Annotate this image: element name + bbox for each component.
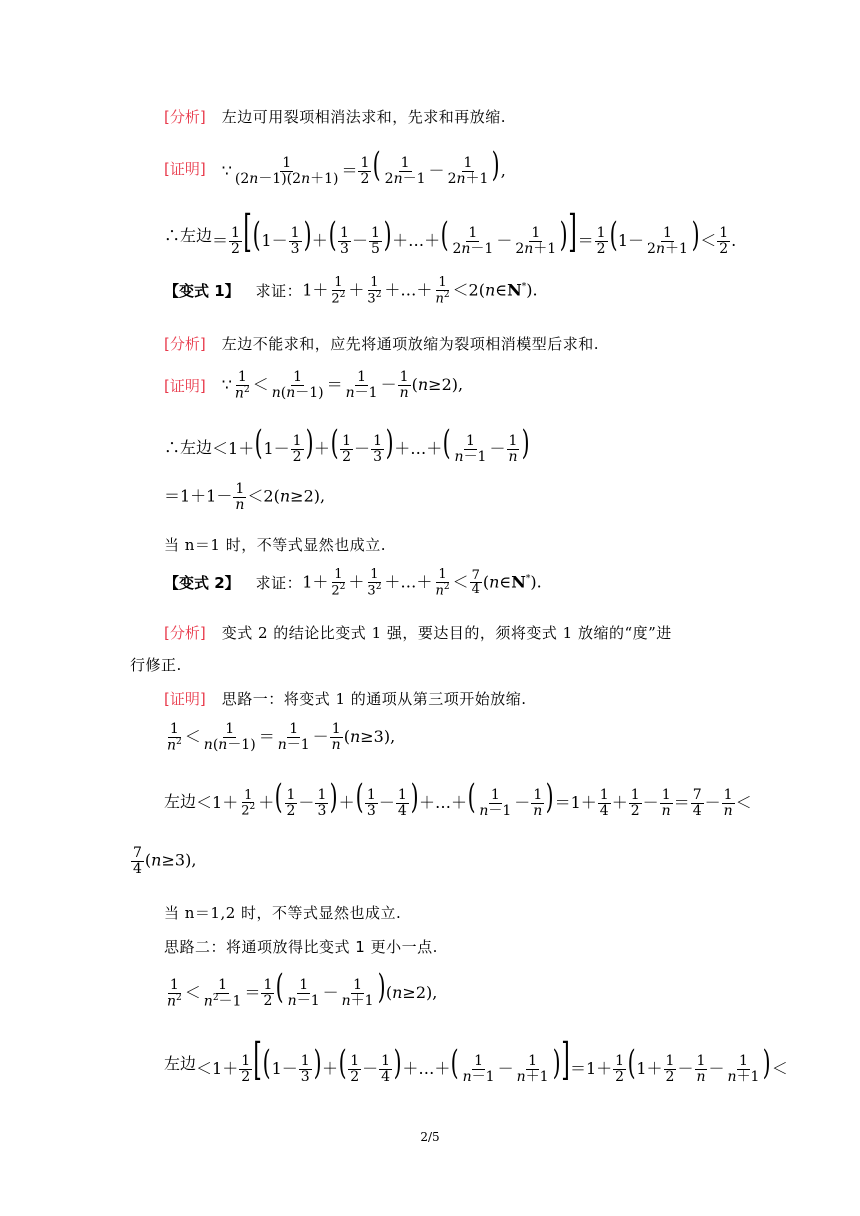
idea2-line xyxy=(164,936,438,957)
analysis-line-1 xyxy=(164,106,506,127)
proof-line-11 xyxy=(164,1034,788,1085)
analysis-tag: [分析] xyxy=(164,335,206,353)
variant2-tag: 【变式 2】 xyxy=(164,574,240,593)
proof-line-10 xyxy=(164,967,438,1010)
analysis-tag: [分析] xyxy=(164,624,206,642)
proof-tag: [证明] xyxy=(164,690,206,708)
case-text-2: 当 n＝1,2 时，不等式显然也成立. xyxy=(164,904,402,922)
left-side: 左边 xyxy=(164,1053,197,1073)
proof-line-9 xyxy=(130,846,196,876)
formula: ＝ $\frac{1}{2}$ [(1－ $\frac{1}{3}$ )＋( $\frac{1}{3}$ － $\frac{1}{5}$ )＋…＋( $\frac{1}{2n-1}$ － $\frac{1}{2n+1}$ )]＝ $\frac{1}{2}$ (1－ $\frac{1}{2n+1}$ )＜ $\frac{1}{2}$ . xyxy=(212,206,737,257)
variant1-line xyxy=(164,276,538,306)
idea2-text: 思路二：将通项放得比变式 1 更小一点. xyxy=(164,938,438,956)
proof-tag: [证明] xyxy=(164,377,206,396)
variant2-line xyxy=(164,568,542,598)
formula: $\frac{1}{n^2}$ ＜ $\frac{1}{n^2-1}$ ＝ $\frac{1}{2}$ ( $\frac{1}{n-1}$ － $\frac{1}{n+1}$ )(n≥2), xyxy=(167,967,438,1010)
left-side: 左边 xyxy=(164,791,197,811)
formula: ＜1＋ $\frac{1}{2^2}$ ＋( $\frac{1}{2}$ － $\frac{1}{3}$ )＋( $\frac{1}{3}$ － $\frac{1}{4}$ )＋…＋( $\frac{1}{n-1}$ － $\frac{1}{n}$ )＝1＋ $\frac{1}{4}$ ＋ $\frac{1}{2}$ － $\frac{1}{n}$ ＝ $\frac{7}{4}$ － $\frac{1}{n}$ ＜ xyxy=(196,777,752,819)
case-line-1 xyxy=(164,534,386,555)
analysis-line-3 xyxy=(164,622,672,643)
proof-line-8 xyxy=(164,777,752,819)
case-text-1: 当 n＝1 时，不等式显然也成立. xyxy=(164,536,387,554)
analysis-text-3b: 行修正. xyxy=(130,656,182,674)
proof-line-5 xyxy=(164,482,325,512)
formula: ∵ $\frac{1}{(2n-1)(2n+1)}$ ＝ $\frac{1}{2}$ ( $\frac{1}{2n-1}$ － $\frac{1}{2n+1}$ ), xyxy=(221,145,506,187)
therefore-left: ∴左边 xyxy=(164,225,213,245)
page-number: 2/5 xyxy=(420,1130,440,1144)
formula: $\frac{1}{n^2}$ ＜ $\frac{1}{n(n-1)}$ ＝ $\frac{1}{n-1}$ － $\frac{1}{n}$ (n≥3), xyxy=(167,721,396,754)
formula: 1＋ $\frac{1}{2^2}$ ＋ $\frac{1}{3^2}$ ＋…＋ $\frac{1}{n^2}$ ＜ $\frac{7}{4}$ (n∈N*). xyxy=(302,567,542,598)
idea1-text: 思路一：将变式 1 的通项从第三项开始放缩. xyxy=(221,690,527,708)
proof-tag: [证明] xyxy=(164,159,206,178)
analysis-text-2: 左边不能求和，应先将通项放缩为裂项相消模型后求和. xyxy=(221,335,599,353)
proof-line-1 xyxy=(164,145,506,187)
analysis-line-3b xyxy=(130,654,182,675)
variant1-question: 求证： xyxy=(255,282,303,301)
formula: ＝1＋1－ $\frac{1}{n}$ ＜2(n≥2), xyxy=(164,481,326,513)
analysis-text-1: 左边可用裂项相消法求和，先求和再放缩. xyxy=(221,108,506,126)
proof-line-4 xyxy=(164,423,530,465)
proof-line-3 xyxy=(164,370,463,401)
proof-line-6 xyxy=(164,688,527,709)
proof-line-2 xyxy=(164,206,737,257)
formula: ＜1＋ $\frac{1}{2}$ [(1－ $\frac{1}{3}$ )＋( $\frac{1}{2}$ － $\frac{1}{4}$ )＋…＋( $\frac{1}{n-1}$ － $\frac{1}{n+1}$ )]＝1＋ $\frac{1}{2}$ (1＋ $\frac{1}{2}$ － $\frac{1}{n}$ － $\frac{1}{n+1}$ )＜ xyxy=(196,1034,788,1085)
analysis-tag: [分析] xyxy=(164,108,206,126)
case-line-2 xyxy=(164,902,401,923)
therefore-left: ∴左边 xyxy=(164,437,213,457)
analysis-text-3a: 变式 2 的结论比变式 1 强，要达目的，须将变式 1 放缩的“度”进 xyxy=(221,624,672,642)
formula: ＜1＋(1－ $\frac{1}{2}$ )＋( $\frac{1}{2}$ － $\frac{1}{3}$ )＋…＋( $\frac{1}{n-1}$ － $\frac{1}{n}$ ) xyxy=(212,423,530,465)
variant1-tag: 【变式 1】 xyxy=(164,282,240,301)
analysis-line-2 xyxy=(164,333,599,354)
formula: $\frac{7}{4}$ (n≥3), xyxy=(133,845,197,877)
formula: ∵ $\frac{1}{n^2}$ ＜ $\frac{1}{n(n-1)}$ ＝ $\frac{1}{n-1}$ － $\frac{1}{n}$ (n≥2), xyxy=(221,369,464,402)
proof-line-7 xyxy=(164,722,395,753)
formula: 1＋ $\frac{1}{2^2}$ ＋ $\frac{1}{3^2}$ ＋…＋ $\frac{1}{n^2}$ ＜2(n∈N*). xyxy=(302,275,538,306)
variant2-question: 求证： xyxy=(255,574,303,593)
